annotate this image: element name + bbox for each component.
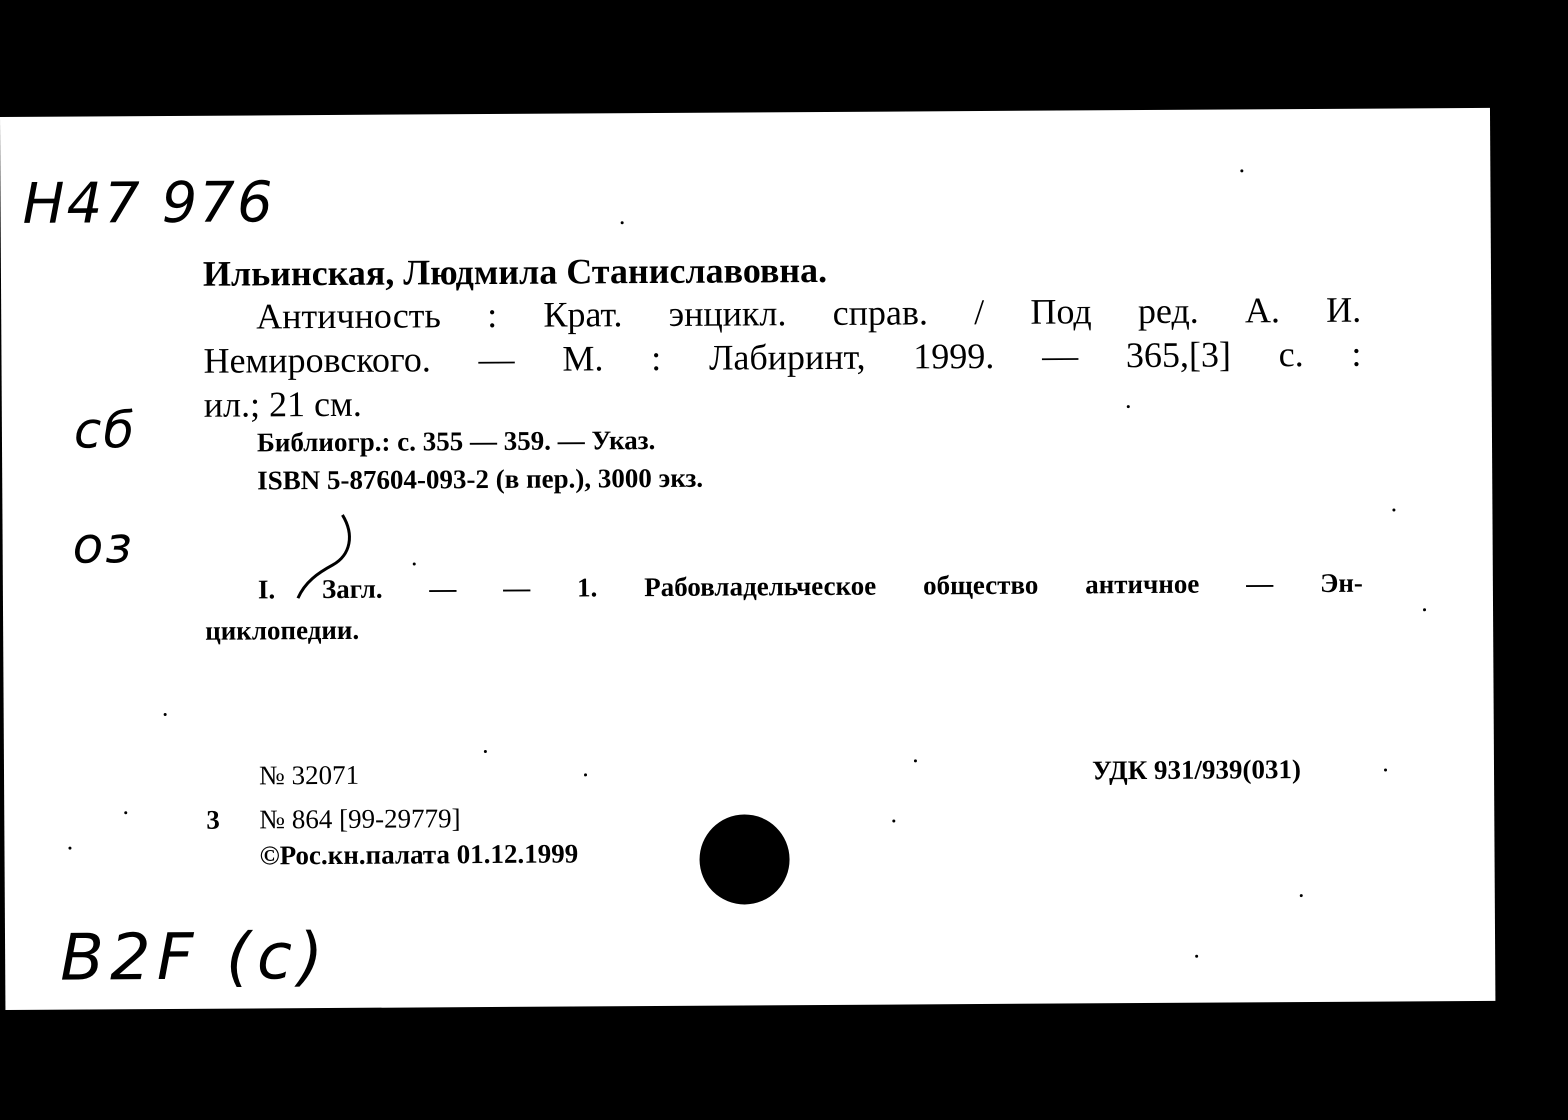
speck [1240, 169, 1243, 172]
catalog-card [0, 108, 1495, 1010]
udk-code: УДК 931/939(031) [1091, 754, 1302, 786]
speck [1423, 608, 1426, 611]
speck [124, 811, 127, 814]
speck [1384, 769, 1387, 772]
speck [584, 773, 587, 776]
speck [164, 713, 167, 716]
speck [892, 820, 895, 823]
speck [413, 562, 416, 565]
handwritten-mark-oz: oз [72, 516, 134, 575]
speck [1127, 405, 1130, 408]
speck [914, 759, 917, 762]
title-line-2: Немировского. — М. : Лабиринт, 1999. — 365,[3] с. : [203, 333, 1362, 381]
subject-line-1: I. Загл. — — 1. Рабовладельческое общество античное — Эн- [257, 567, 1363, 605]
title-line-3: ил.; 21 см. [203, 383, 362, 425]
speck [1392, 508, 1395, 511]
handwritten-mark-cb: cб [73, 401, 137, 460]
speck [68, 847, 71, 850]
punch-hole [699, 814, 790, 905]
bibliography-note: Библиогр.: с. 355 — 359. — Указ. [256, 425, 656, 458]
subject-line-2: циклопедии. [205, 614, 360, 646]
author-heading: Ильинская, Людмила Станиславовна. [202, 249, 828, 294]
speck [484, 750, 487, 753]
isbn-note: ISBN 5-87604-093-2 (в пер.), 3000 экз. [257, 462, 704, 496]
handwritten-shelf-code: B2F (c) [59, 920, 330, 996]
registration-number: № 864 [99-29779] [259, 803, 461, 835]
speck [1300, 894, 1303, 897]
speck [621, 221, 624, 224]
speck [1195, 955, 1198, 958]
title-line-1: Античность : Крат. энцикл. справ. / Под ред. А. И. [256, 289, 1362, 337]
number-prefix: 3 [206, 804, 220, 835]
handwritten-call-number: H47 976 [22, 170, 275, 237]
card-number: № 32071 [258, 759, 360, 791]
copyright-line: ©Рос.кн.палата 01.12.1999 [259, 838, 579, 871]
